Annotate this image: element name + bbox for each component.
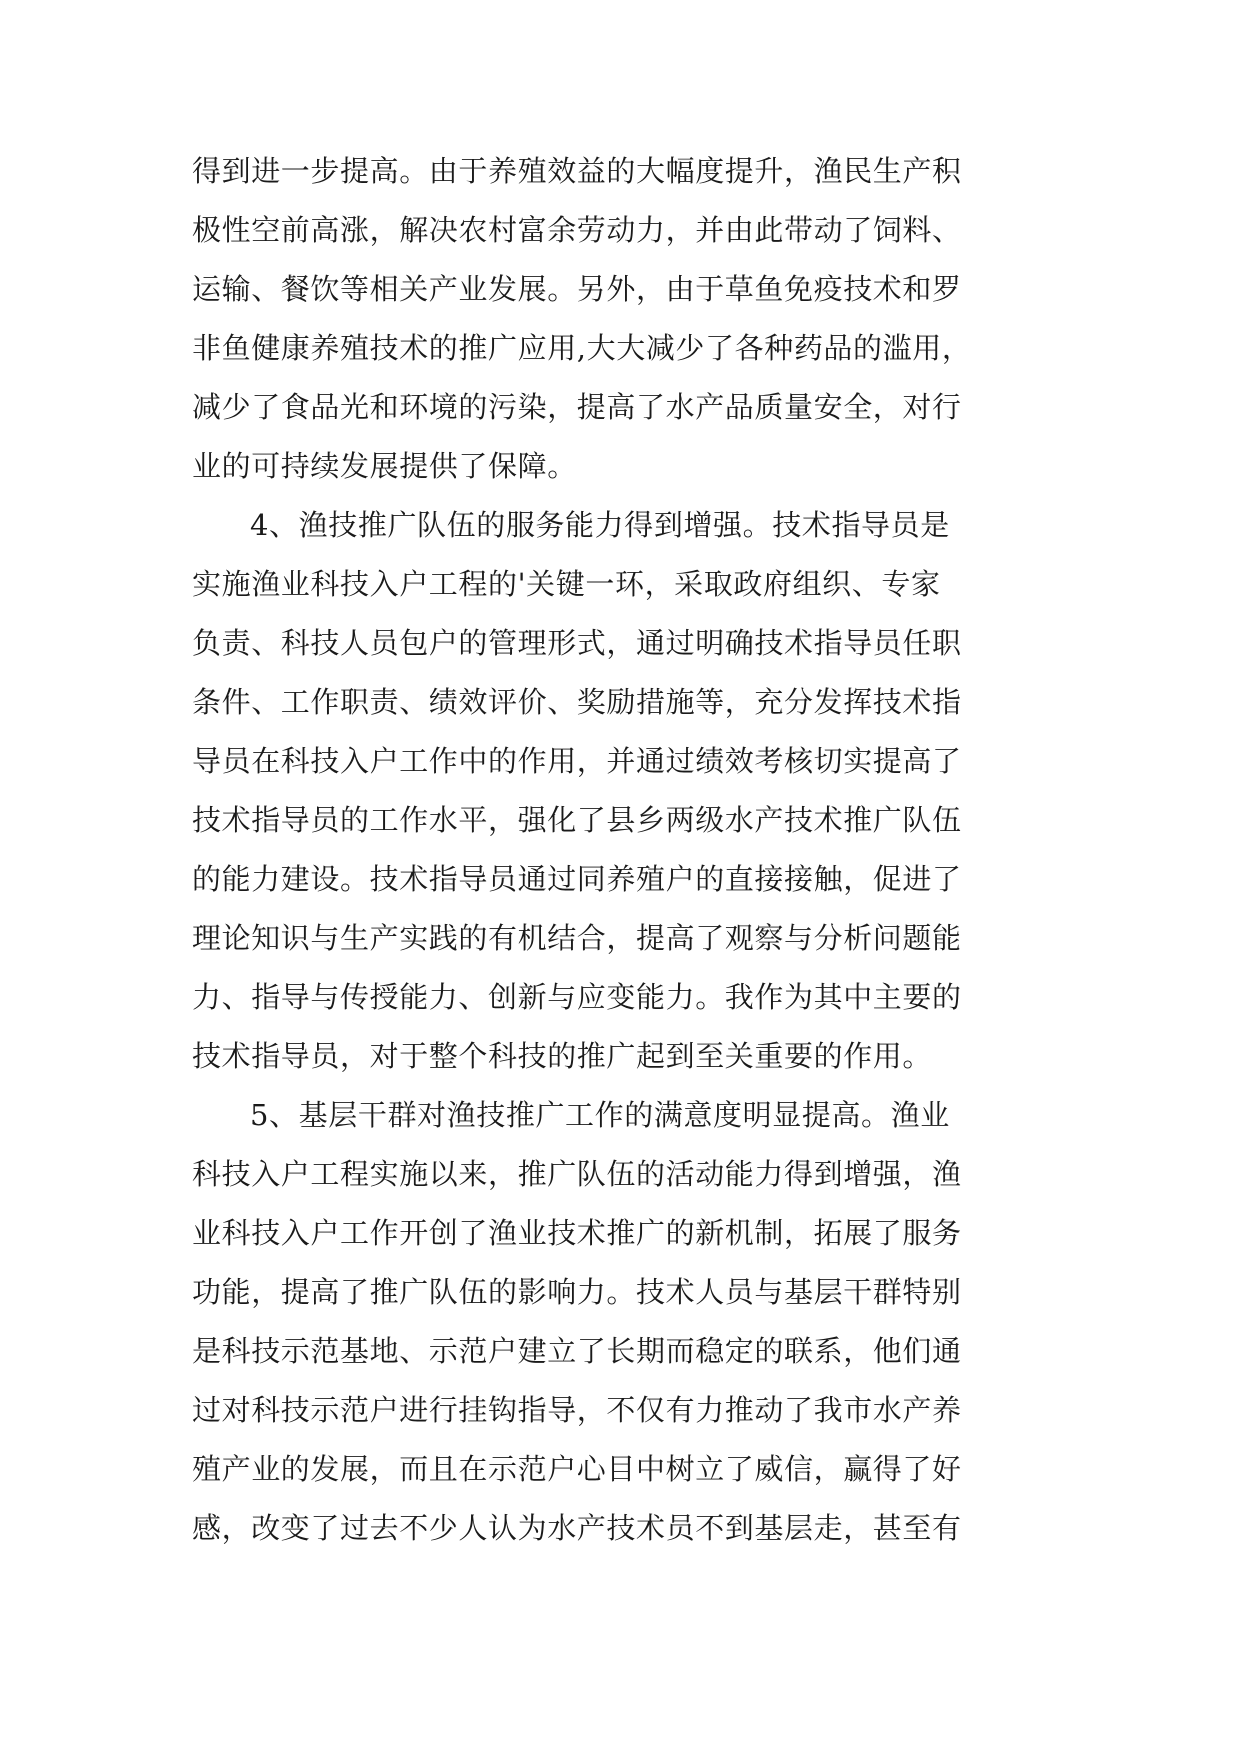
text-line: 极性空前高涨，解决农村富余劳动力，并由此带动了饲料、 (192, 213, 962, 247)
text-line: 技术指导员，对于整个科技的推广起到至关重要的作用。 (192, 1039, 933, 1073)
text-line: 科技入户工程实施以来，推广队伍的活动能力得到增强，渔 (192, 1157, 962, 1191)
text-line: 条件、工作职责、绩效评价、奖励措施等，充分发挥技术指 (192, 685, 962, 719)
paragraph-heading-4: 4、渔技推广队伍的服务能力得到增强。技术指导员是 (250, 508, 950, 542)
text-line: 的能力建设。技术指导员通过同养殖户的直接接触，促进了 (192, 862, 962, 896)
text-line: 功能，提高了推广队伍的影响力。技术人员与基层干群特别 (192, 1275, 962, 1309)
text-line: 是科技示范基地、示范户建立了长期而稳定的联系，他们通 (192, 1334, 962, 1368)
text-line: 导员在科技入户工作中的作用，并通过绩效考核切实提高了 (192, 744, 962, 778)
text-line: 理论知识与生产实践的有机结合，提高了观察与分析问题能 (192, 921, 962, 955)
text-line: 过对科技示范户进行挂钩指导，不仅有力推动了我市水产养 (192, 1393, 962, 1427)
text-line: 负责、科技人员包户的管理形式，通过明确技术指导员任职 (192, 626, 962, 660)
text-line: 实施渔业科技入户工程的'关键一环，采取政府组织、专家 (192, 567, 941, 601)
text-line: 殖产业的发展，而且在示范户心目中树立了威信，赢得了好 (192, 1452, 962, 1486)
text-line: 业的可持续发展提供了保障。 (192, 449, 577, 483)
text-line: 减少了食品光和环境的污染，提高了水产品质量安全，对行 (192, 390, 962, 424)
text-line: 运输、餐饮等相关产业发展。另外，由于草鱼免疫技术和罗 (192, 272, 962, 306)
text-line: 技术指导员的工作水平，强化了县乡两级水产技术推广队伍 (192, 803, 962, 837)
paragraph-heading-5: 5、基层干群对渔技推广工作的满意度明显提高。渔业 (250, 1098, 950, 1132)
text-line: 非鱼健康养殖技术的推广应用,大大减少了各种药品的滥用， (192, 331, 972, 365)
text-line: 感，改变了过去不少人认为水产技术员不到基层走，甚至有 (192, 1511, 962, 1545)
text-line: 力、指导与传授能力、创新与应变能力。我作为其中主要的 (192, 980, 962, 1014)
text-line: 得到进一步提高。由于养殖效益的大幅度提升，渔民生产积 (192, 154, 962, 188)
text-line: 业科技入户工作开创了渔业技术推广的新机制，拓展了服务 (192, 1216, 962, 1250)
